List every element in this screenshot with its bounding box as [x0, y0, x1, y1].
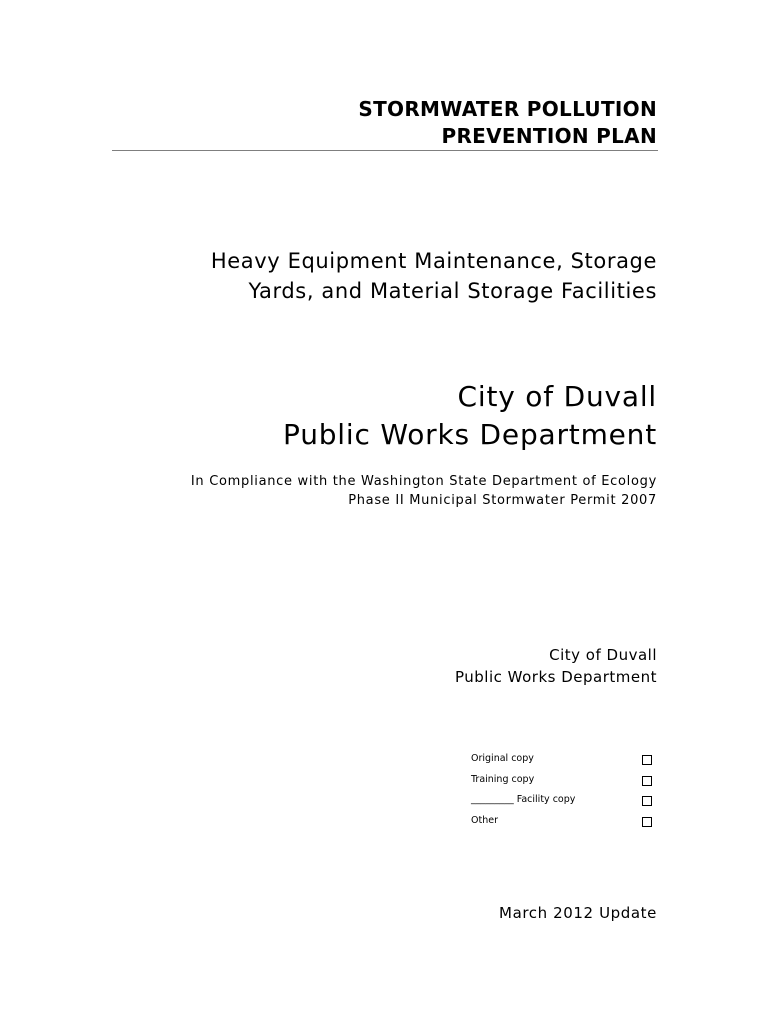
compliance-line-1: In Compliance with the Washington State Department of Ecology [190, 474, 657, 489]
training-copy-checkbox[interactable] [642, 776, 652, 786]
original-copy-checkbox[interactable] [642, 755, 652, 765]
copy-type-list [471, 752, 651, 834]
organization-line-1: City of Duvall [549, 646, 657, 664]
subtitle-line-2: Yards, and Material Storage Facilities [248, 279, 657, 303]
copy-option-label: Original copy [471, 753, 534, 764]
document-title [358, 96, 657, 150]
copy-option-label: Other [471, 814, 498, 826]
organization-line-2: Public Works Department [455, 668, 657, 686]
other-copy-checkbox[interactable] [642, 817, 652, 827]
copy-option-label: Training copy [471, 773, 535, 785]
copy-option-original [471, 752, 651, 773]
copy-option-label: _________ Facility copy [471, 794, 576, 805]
copy-option-training [471, 773, 651, 794]
title-line-1: STORMWATER POLLUTION [358, 97, 657, 121]
copy-option-other [471, 814, 651, 835]
compliance-line-2: Phase II Municipal Stormwater Permit 2007 [348, 493, 657, 508]
department-heading [283, 378, 657, 454]
compliance-statement [191, 472, 657, 510]
department-line-1: City of Duvall [457, 380, 657, 413]
title-divider [112, 150, 658, 151]
facility-copy-checkbox[interactable] [642, 796, 652, 806]
organization-block [455, 644, 657, 688]
copy-option-facility [471, 793, 651, 814]
title-line-2: PREVENTION PLAN [441, 124, 657, 148]
subtitle-line-1: Heavy Equipment Maintenance, Storage [210, 249, 657, 273]
document-subtitle [211, 246, 657, 306]
department-line-2: Public Works Department [283, 418, 657, 451]
revision-date: March 2012 Update [499, 904, 657, 922]
